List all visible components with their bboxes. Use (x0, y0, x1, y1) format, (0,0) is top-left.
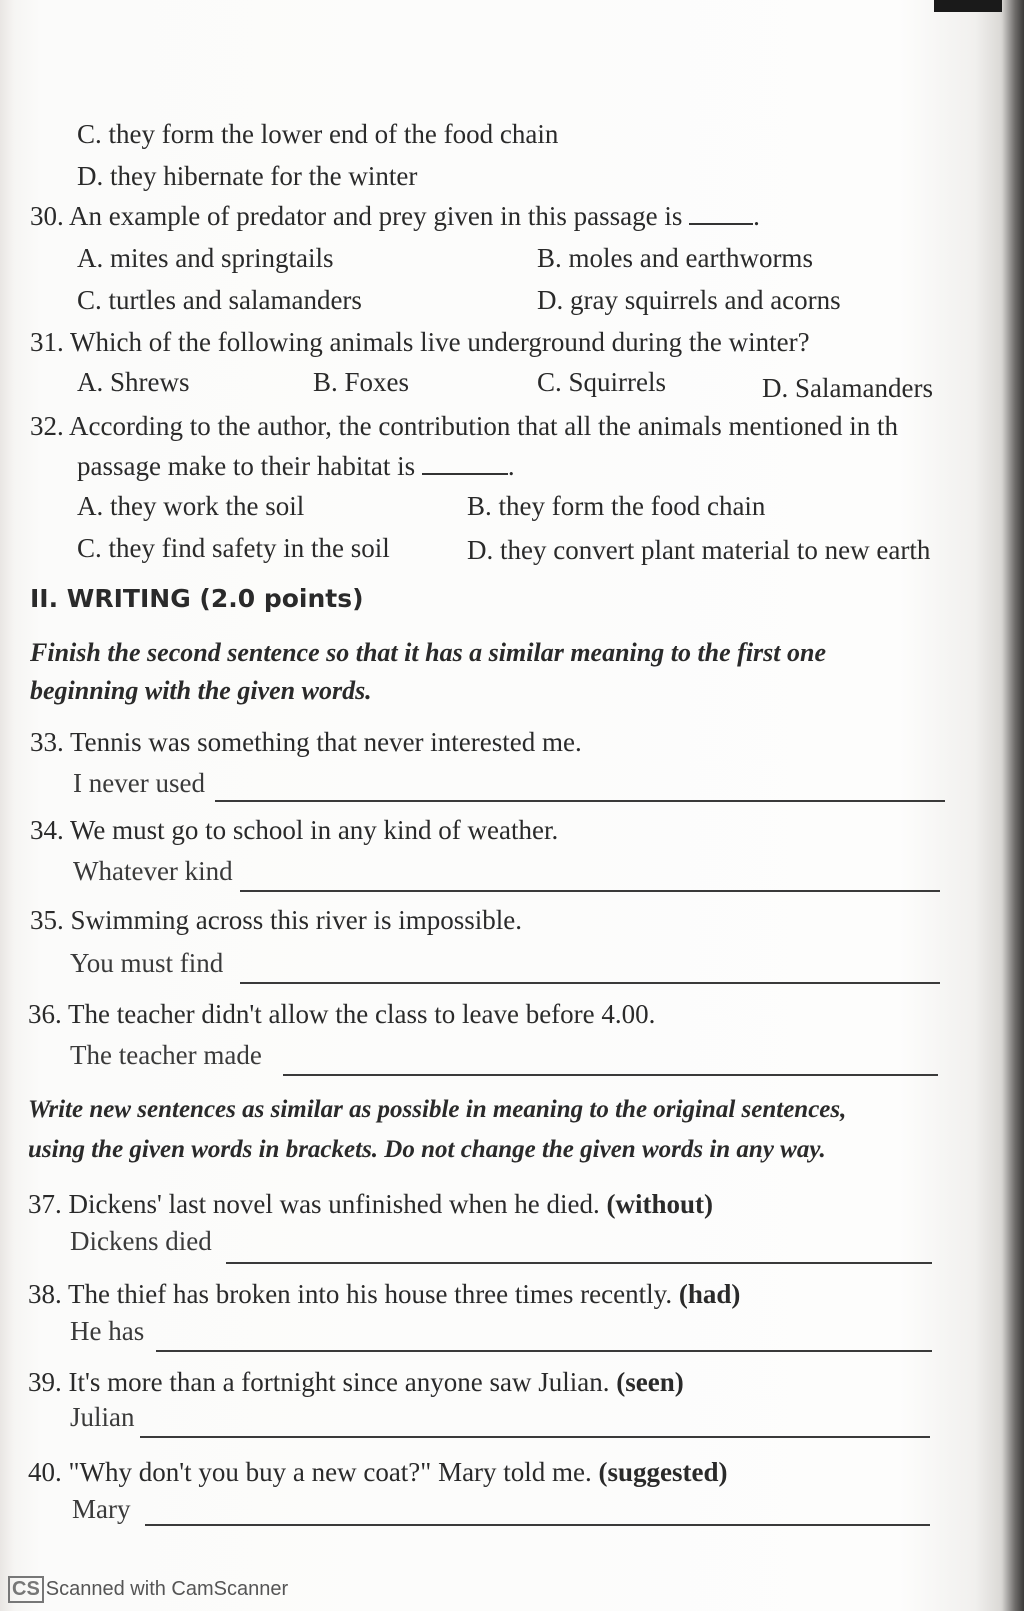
q35-answer-line (240, 982, 940, 984)
q31-option-b: B. Foxes (313, 367, 410, 397)
q40-answer-line (145, 1524, 930, 1526)
q38-text: 38. The thief has broken into his house three times recently. (28, 1279, 673, 1309)
camscanner-logo: CS (8, 1576, 44, 1603)
q40-sentence (28, 1456, 728, 1488)
writing-instruction-2-line1: Write new sentences as similar as possible in meaning to the original sentences, (28, 1096, 847, 1123)
q32-option-d: D. they convert plant material to new earth (467, 535, 931, 565)
q38-answer-line (156, 1350, 932, 1352)
writing-instruction-1-line1: Finish the second sentence so that it has a similar meaning to the first one (30, 638, 827, 667)
q37-keyword: (without) (606, 1189, 713, 1219)
q30-option-a: A. mites and springtails (77, 243, 334, 273)
q30-option-d: D. gray squirrels and acorns (537, 285, 841, 315)
q39-prompt: Julian (70, 1402, 135, 1432)
q29-option-c: C. they form the lower end of the food chain (77, 119, 559, 149)
q37-answer-line (226, 1262, 932, 1264)
q36-prompt: The teacher made (70, 1040, 262, 1070)
q31-option-c: C. Squirrels (537, 367, 667, 397)
q35-prompt: You must find (70, 948, 224, 978)
q30-text: 30. An example of predator and prey given in this passage is (30, 201, 683, 231)
q39-keyword: (seen) (616, 1367, 684, 1397)
q32-question-line1: 32. According to the author, the contribution that all the animals mentioned in th (30, 411, 898, 441)
q38-keyword: (had) (678, 1279, 741, 1309)
q32-blank (422, 472, 508, 475)
q40-keyword: (suggested) (598, 1457, 728, 1487)
writing-instruction-1-line2: beginning with the given words. (30, 676, 372, 705)
q31-option-a: A. Shrews (77, 367, 190, 397)
q30-blank (689, 222, 753, 225)
q33-sentence: 33. Tennis was something that never interested me. (30, 727, 582, 757)
q38-sentence (28, 1278, 740, 1310)
q36-answer-line (283, 1074, 938, 1076)
q30-end: . (753, 201, 760, 231)
q39-answer-line (140, 1436, 930, 1438)
q34-sentence: 34. We must go to school in any kind of weather. (30, 815, 559, 845)
q30-option-c: C. turtles and salamanders (77, 285, 362, 315)
q39-sentence (28, 1366, 684, 1398)
q32-text-line2: passage make to their habitat is (77, 451, 416, 481)
writing-section-heading: II. WRITING (2.0 points) (30, 584, 364, 613)
q32-option-a: A. they work the soil (77, 491, 305, 521)
q35-sentence: 35. Swimming across this river is impossible. (30, 905, 522, 935)
q31-option-d: D. Salamanders (762, 373, 933, 403)
q32-question-line2 (77, 450, 515, 482)
q38-prompt: He has (70, 1316, 145, 1346)
q37-sentence (28, 1188, 713, 1220)
q34-prompt: Whatever kind (73, 856, 233, 886)
q32-end: . (507, 451, 515, 481)
q36-sentence: 36. The teacher didn't allow the class to leave before 4.00. (28, 999, 656, 1029)
q31-question: 31. Which of the following animals live underground during the winter? (30, 327, 810, 357)
q33-answer-line (215, 800, 945, 802)
q32-option-c: C. they find safety in the soil (77, 533, 390, 563)
q29-option-d: D. they hibernate for the winter (77, 161, 418, 191)
q32-option-b: B. they form the food chain (467, 491, 766, 521)
q39-text: 39. It's more than a fortnight since anyone saw Julian. (28, 1367, 610, 1397)
writing-instruction-2-line2: using the given words in brackets. Do not change the given words in any way. (28, 1136, 826, 1163)
q37-prompt: Dickens died (70, 1226, 212, 1256)
camscanner-watermark (8, 1576, 288, 1603)
q30-question (30, 200, 760, 232)
q33-prompt: I never used (73, 768, 205, 798)
q30-option-b: B. moles and earthworms (537, 243, 813, 273)
watermark-text: Scanned with CamScanner (45, 1578, 289, 1600)
q34-answer-line (240, 890, 940, 892)
q40-text: 40. "Why don't you buy a new coat?" Mary told me. (28, 1457, 592, 1487)
q37-text: 37. Dickens' last novel was unfinished when he died. (28, 1189, 600, 1219)
scan-right-edge (1002, 0, 1024, 1611)
q40-prompt: Mary (72, 1494, 131, 1524)
